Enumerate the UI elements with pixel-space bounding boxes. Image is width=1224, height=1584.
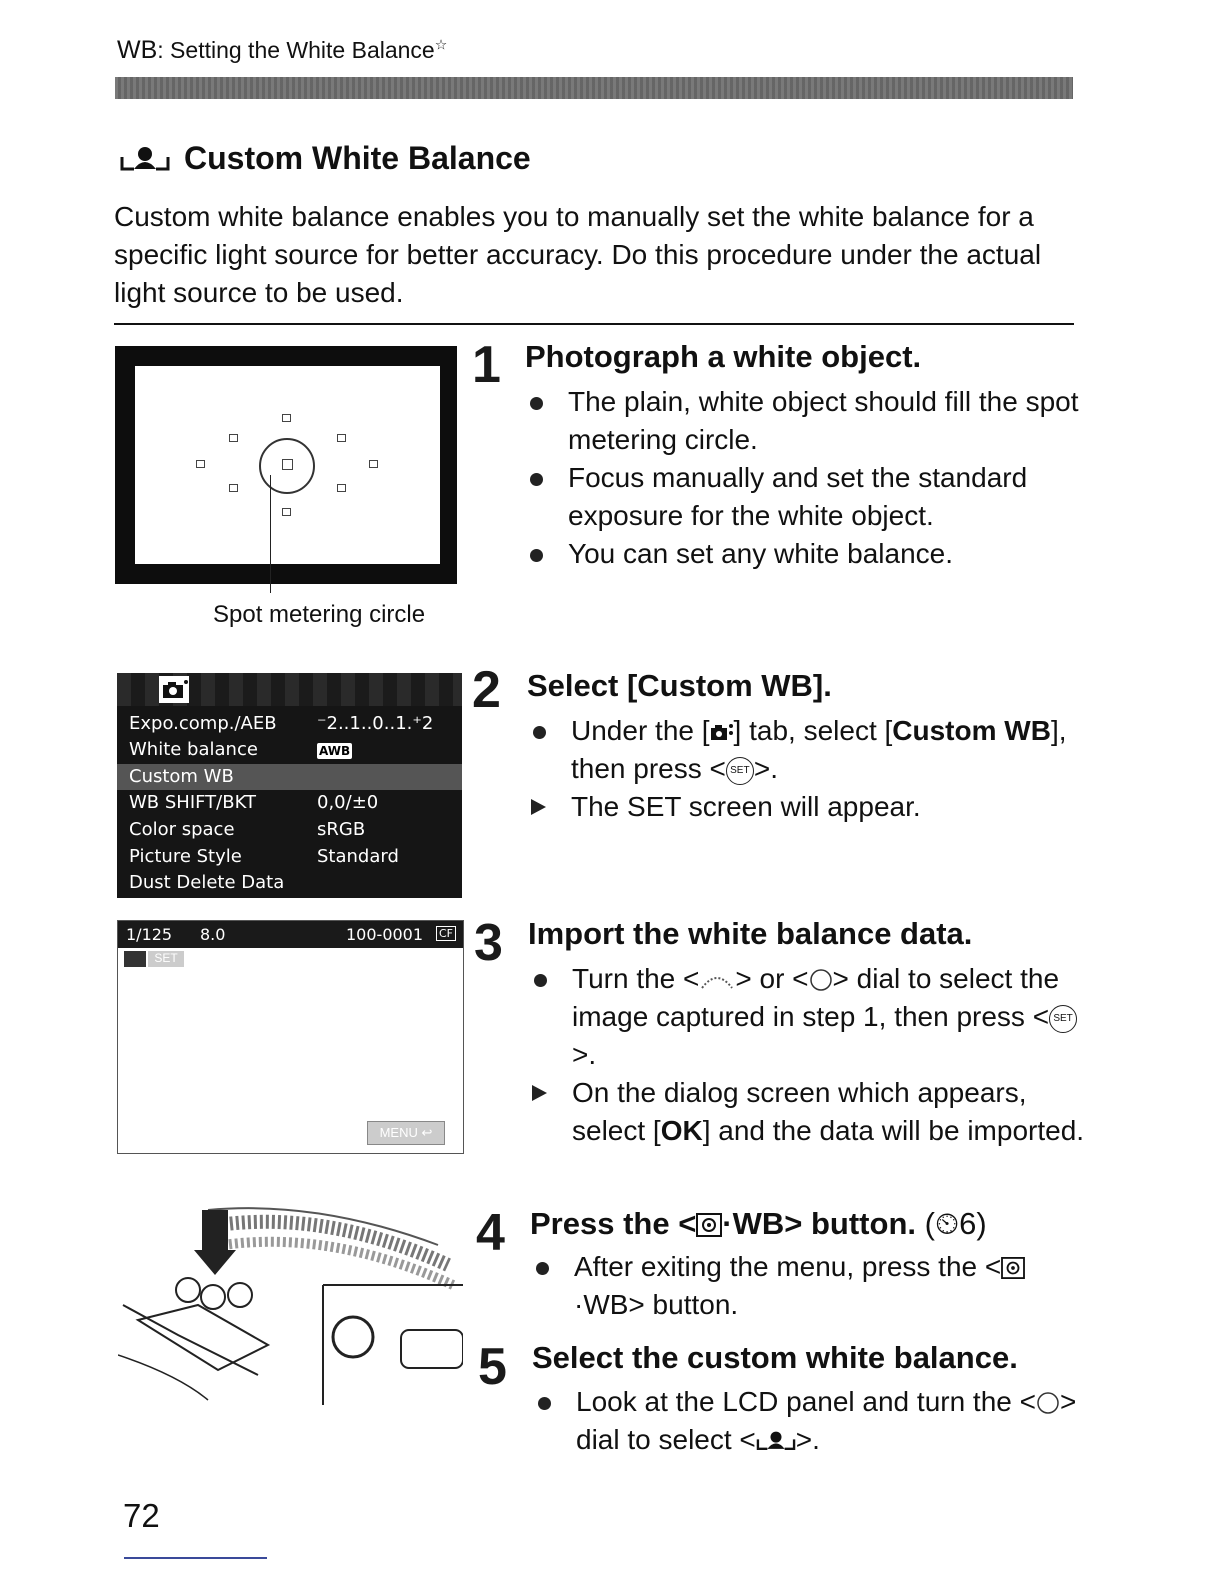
bullet-text: > dial to select the image captured in step 1, then press < bbox=[572, 963, 1060, 1032]
shooting-tab-icon bbox=[159, 676, 189, 703]
bullet bbox=[522, 383, 1082, 459]
bullet bbox=[522, 535, 1082, 573]
spot-metering-caption: Spot metering circle bbox=[213, 601, 426, 628]
menu-row-value: ⁻2..1..0..1.⁺2 bbox=[317, 713, 434, 734]
quick-control-dial-icon bbox=[1036, 1391, 1060, 1415]
bullet-dot bbox=[533, 726, 546, 739]
menu-row-label: Custom WB bbox=[129, 766, 234, 787]
menu-row bbox=[129, 739, 459, 765]
custom-wb-icon bbox=[120, 145, 170, 173]
bullet-text: ·WB> button. bbox=[574, 1289, 739, 1320]
awb-icon: AWB bbox=[319, 744, 351, 758]
footer-line bbox=[124, 1557, 267, 1559]
bullet-text: ] and the data will be imported. bbox=[702, 1115, 1085, 1146]
af-point bbox=[229, 484, 238, 492]
bullet-dot bbox=[534, 974, 547, 987]
bullet-text: >. bbox=[795, 1424, 820, 1455]
running-header bbox=[117, 36, 447, 65]
custom-wb-small-icon bbox=[124, 951, 146, 967]
af-point bbox=[229, 434, 238, 442]
step-1-heading: Photograph a white object. bbox=[525, 339, 922, 374]
step-2-heading: Select [Custom WB]. bbox=[527, 668, 832, 703]
bullet-bold: Custom WB bbox=[892, 715, 1051, 746]
bullet-text: Look at the LCD panel and turn the < bbox=[576, 1386, 1036, 1417]
camera-body-figure bbox=[118, 1205, 463, 1410]
bullet bbox=[526, 960, 1086, 1074]
set-button-icon: SET bbox=[726, 757, 754, 785]
aperture: 8.0 bbox=[200, 925, 226, 944]
section-title-text: Custom White Balance bbox=[184, 140, 531, 176]
heading-text: ·WB> button. bbox=[722, 1206, 916, 1241]
quick-control-dial-icon bbox=[809, 968, 833, 992]
bullet bbox=[530, 1383, 1090, 1459]
bullet-text: ] tab, select [ bbox=[733, 715, 893, 746]
viewfinder-frame bbox=[135, 366, 440, 564]
menu-row bbox=[129, 713, 459, 739]
result-bullet bbox=[525, 788, 1085, 826]
bullet-text: After exiting the menu, press the < bbox=[574, 1251, 1002, 1282]
step-3-bullets bbox=[526, 960, 1086, 1150]
menu-row-label: Picture Style bbox=[129, 846, 242, 867]
bullet bbox=[528, 1248, 1088, 1324]
af-point bbox=[369, 460, 378, 468]
section-title bbox=[120, 140, 531, 177]
section-rule bbox=[114, 323, 1074, 325]
step-3-number: 3 bbox=[474, 914, 503, 972]
result-arrow-icon bbox=[531, 799, 546, 815]
step-1-bullets bbox=[522, 383, 1082, 573]
step-4-heading bbox=[530, 1206, 987, 1243]
custom-wb-icon bbox=[756, 1430, 796, 1452]
playback-screen bbox=[117, 920, 464, 1154]
menu-row-label: Expo.comp./AEB bbox=[129, 713, 277, 734]
step-5-heading: Select the custom white balance. bbox=[532, 1340, 1018, 1375]
bullet bbox=[522, 459, 1082, 535]
bullet-dot bbox=[530, 473, 543, 486]
bullet-dot bbox=[530, 549, 543, 562]
bullet-text: Turn the < bbox=[572, 963, 700, 994]
menu-row-selected[interactable] bbox=[117, 764, 462, 790]
step-4-number: 4 bbox=[476, 1204, 505, 1262]
step-5-number: 5 bbox=[478, 1338, 507, 1396]
af-point bbox=[282, 508, 291, 516]
header-title-text: : Setting the White Balance bbox=[157, 37, 435, 63]
main-dial-icon bbox=[699, 968, 735, 990]
af-point bbox=[196, 460, 205, 468]
menu-row-value: Standard bbox=[317, 846, 399, 867]
menu-row bbox=[129, 792, 459, 818]
header-star: ☆ bbox=[434, 36, 448, 53]
bullet-dot bbox=[538, 1397, 551, 1410]
menu-row-label: WB SHIFT/BKT bbox=[129, 792, 256, 813]
bullet-text: The SET screen will appear. bbox=[571, 791, 921, 822]
header-wb: WB bbox=[117, 36, 158, 64]
metering-mode-icon bbox=[696, 1213, 722, 1237]
menu-row bbox=[129, 846, 459, 872]
bullet-text: > dial to select < bbox=[576, 1386, 1077, 1455]
bullet-text: ], then press < bbox=[571, 715, 1067, 784]
bullet-text: >. bbox=[572, 1039, 597, 1070]
file-number: 100-0001 bbox=[346, 925, 424, 944]
set-label: SET bbox=[148, 951, 184, 967]
header-bar bbox=[115, 77, 1073, 99]
bullet-text: You can set any white balance. bbox=[568, 538, 954, 569]
result-bullet bbox=[526, 1074, 1086, 1150]
menu-row-label: White balance bbox=[129, 739, 258, 760]
cf-card-icon: CF bbox=[436, 926, 456, 941]
menu-row-label: Dust Delete Data bbox=[129, 872, 285, 893]
step-2-number: 2 bbox=[472, 661, 501, 719]
af-point bbox=[337, 434, 346, 442]
shooting-tab-icon bbox=[710, 722, 734, 742]
menu-row-value: sRGB bbox=[317, 819, 366, 840]
step-5-bullets bbox=[530, 1383, 1090, 1459]
menu-row bbox=[129, 819, 459, 845]
page-reference: (⏲6) bbox=[924, 1206, 987, 1241]
step-3-heading: Import the white balance data. bbox=[528, 916, 973, 951]
bullet-text: > or < bbox=[735, 963, 809, 994]
set-button-icon: SET bbox=[1049, 1005, 1077, 1033]
bullet-text: The plain, white object should fill the spot metering circle. bbox=[568, 386, 1079, 455]
bullet-text: >. bbox=[753, 753, 779, 784]
step-4-bullets bbox=[528, 1248, 1088, 1324]
bullet-text: Under the [ bbox=[571, 715, 710, 746]
af-point bbox=[337, 484, 346, 492]
playback-info-bar bbox=[118, 921, 463, 948]
metering-mode-icon bbox=[1001, 1257, 1025, 1279]
af-point bbox=[282, 414, 291, 422]
viewfinder-figure bbox=[115, 346, 457, 584]
step-1-number: 1 bbox=[472, 336, 501, 394]
bullet-dot bbox=[536, 1262, 549, 1275]
bullet bbox=[525, 712, 1085, 788]
bullet-bold: OK bbox=[660, 1115, 703, 1146]
step-2-bullets bbox=[525, 712, 1085, 826]
menu-row bbox=[129, 872, 459, 898]
shutter-speed: 1/125 bbox=[126, 925, 173, 944]
bullet-text: On the dialog screen which appears, select [ bbox=[572, 1077, 1027, 1146]
camera-menu-screen bbox=[117, 673, 462, 898]
page-number: 72 bbox=[123, 1497, 160, 1534]
result-arrow-icon bbox=[532, 1085, 547, 1101]
menu-row-value: 0,0/±0 bbox=[317, 792, 379, 813]
bullet-text: Focus manually and set the standard exposure for the white object. bbox=[568, 462, 1028, 531]
center-af-point bbox=[282, 459, 293, 470]
menu-label: MENU bbox=[379, 1125, 418, 1140]
menu-return-button[interactable]: MENU ↩ bbox=[367, 1121, 445, 1145]
intro-paragraph: Custom white balance enables you to manually set the white balance for a specific light source for better accuracy. Do this procedure under the actual light source to be used. bbox=[114, 201, 1042, 308]
menu-row-label: Color space bbox=[129, 819, 235, 840]
heading-text: Press the < bbox=[530, 1206, 697, 1241]
leader-line bbox=[270, 475, 271, 593]
bullet-dot bbox=[530, 397, 543, 410]
